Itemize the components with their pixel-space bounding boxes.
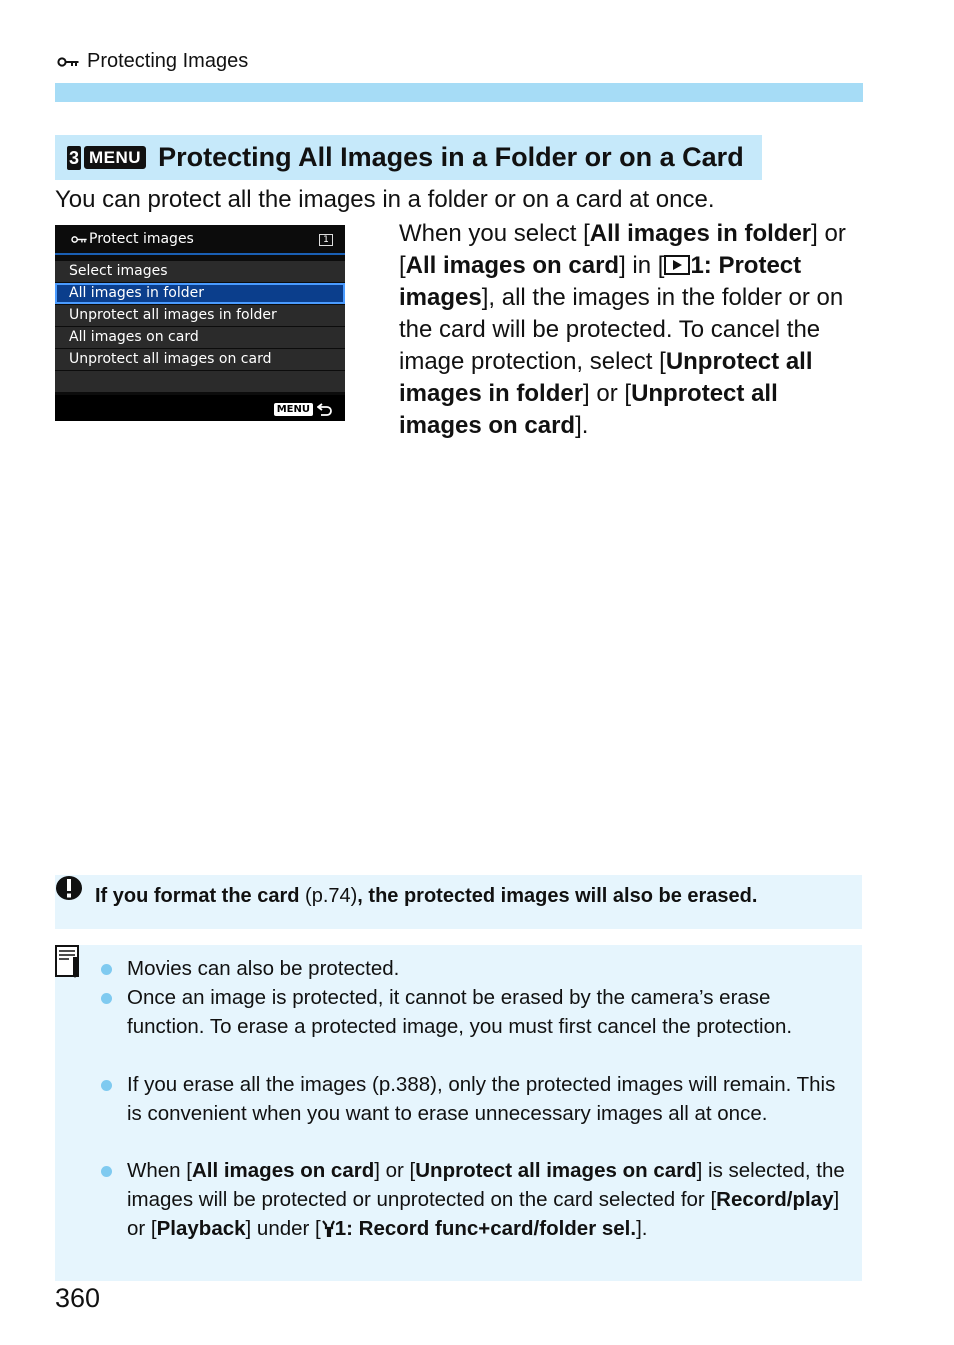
note-item: [127, 1156, 847, 1243]
note-text: ].: [636, 1217, 648, 1240]
note-bold-text: Playback: [156, 1217, 246, 1240]
note-text: When [: [127, 1159, 192, 1182]
protect-key-icon: [71, 235, 87, 244]
card-icon: 1: [319, 234, 333, 246]
return-icon: [317, 402, 333, 416]
note-bold-text: Unprotect all images on card: [415, 1159, 697, 1182]
body-bold-all-images-in-folder: All images in folder: [589, 220, 812, 247]
bullet: [101, 1166, 112, 1177]
body-text: ] in [: [619, 252, 665, 279]
camera-screen-footer: [55, 395, 345, 421]
key-icon: [57, 56, 79, 68]
caution-bold-text: , the protected images will also be erased.: [357, 885, 758, 907]
body-text: ], all the images in the folder or on the card will be protected. To cancel the image protection, select [: [399, 284, 844, 375]
camera-screen-titlebar: [55, 225, 345, 255]
note-box: [55, 945, 862, 1281]
caution-box: [55, 875, 862, 929]
intro-text: You can protect all the images in a folder or on a card at once.: [55, 186, 715, 213]
bullet: [101, 1080, 112, 1091]
bullet: [101, 993, 112, 1004]
camera-screen-title: Protect images: [89, 231, 194, 247]
note-text: If you erase all the images (p.388), only the protected images will remain. This is convenient when you want to erase unnecessary images all at once.: [127, 1073, 836, 1125]
body-text: ].: [575, 412, 589, 439]
body-bold-protect-images: 1: Protect images: [399, 252, 802, 311]
note-text: ] under [: [245, 1217, 321, 1240]
caution-icon: [55, 875, 83, 905]
bullet: [101, 964, 112, 975]
camera-menu-empty-row: [55, 371, 345, 392]
camera-screen: [55, 225, 345, 421]
caution-bold-text: If you format the card: [95, 885, 300, 907]
caution-page-ref: (p.74): [299, 885, 358, 907]
note-bold-text: All images on card: [191, 1159, 375, 1182]
note-item: [127, 983, 847, 1041]
camera-menu-item-all-images-on-card[interactable]: All images on card: [55, 327, 345, 348]
body-text: When you select [: [399, 220, 590, 247]
setup-wrench-icon: [321, 1219, 335, 1237]
camera-menu-item-unprotect-folder[interactable]: Unprotect all images in folder: [55, 305, 345, 326]
menu-return-button[interactable]: [274, 402, 333, 416]
body-bold-all-images-on-card: All images on card: [405, 252, 620, 279]
note-bold-text: 1: Record func+card/folder sel.: [334, 1217, 637, 1240]
note-bold-text: Record/play: [716, 1188, 834, 1211]
camera-menu-item-all-images-in-folder[interactable]: All images in folder: [55, 283, 345, 304]
running-header-title: Protecting Images: [87, 50, 249, 72]
running-header: [57, 50, 248, 73]
menu-tab-text: MENU: [84, 146, 146, 169]
note-text: Once an image is protected, it cannot be erased by the camera’s erase function. To erase a protected image, you must first cancel the protection.: [127, 986, 793, 1038]
section-heading: [55, 135, 762, 180]
body-bold-unprotect-folder: Unprotect all images in folder: [399, 348, 813, 407]
note-text: ] or [: [127, 1188, 840, 1240]
page-number: 360: [55, 1283, 101, 1313]
note-text: Movies can also be protected.: [127, 957, 400, 980]
main-description: [399, 218, 854, 442]
section-title: Protecting All Images in a Folder or on a Card: [158, 142, 744, 172]
camera-menu-item-select-images[interactable]: Select images: [55, 261, 345, 282]
menu-tab-badge: [67, 146, 146, 170]
note-memo-icon: [55, 945, 81, 979]
menu-tab-number: 3: [69, 147, 80, 168]
body-bold-unprotect-card: Unprotect all images on card: [399, 380, 778, 439]
playback-icon: [664, 255, 690, 275]
note-item: [127, 1070, 847, 1128]
note-text: ] is selected, the images will be protected or unprotected on the card selected for [: [127, 1159, 845, 1211]
caution-text: [95, 885, 757, 908]
header-bar: [55, 83, 863, 102]
camera-menu-item-unprotect-card[interactable]: Unprotect all images on card: [55, 349, 345, 370]
menu-button-label: MENU: [274, 403, 313, 416]
body-text: ] or [: [583, 380, 632, 407]
note-text: ] or [: [374, 1159, 416, 1182]
body-text: ] or [: [399, 220, 846, 279]
note-item: [127, 954, 847, 983]
